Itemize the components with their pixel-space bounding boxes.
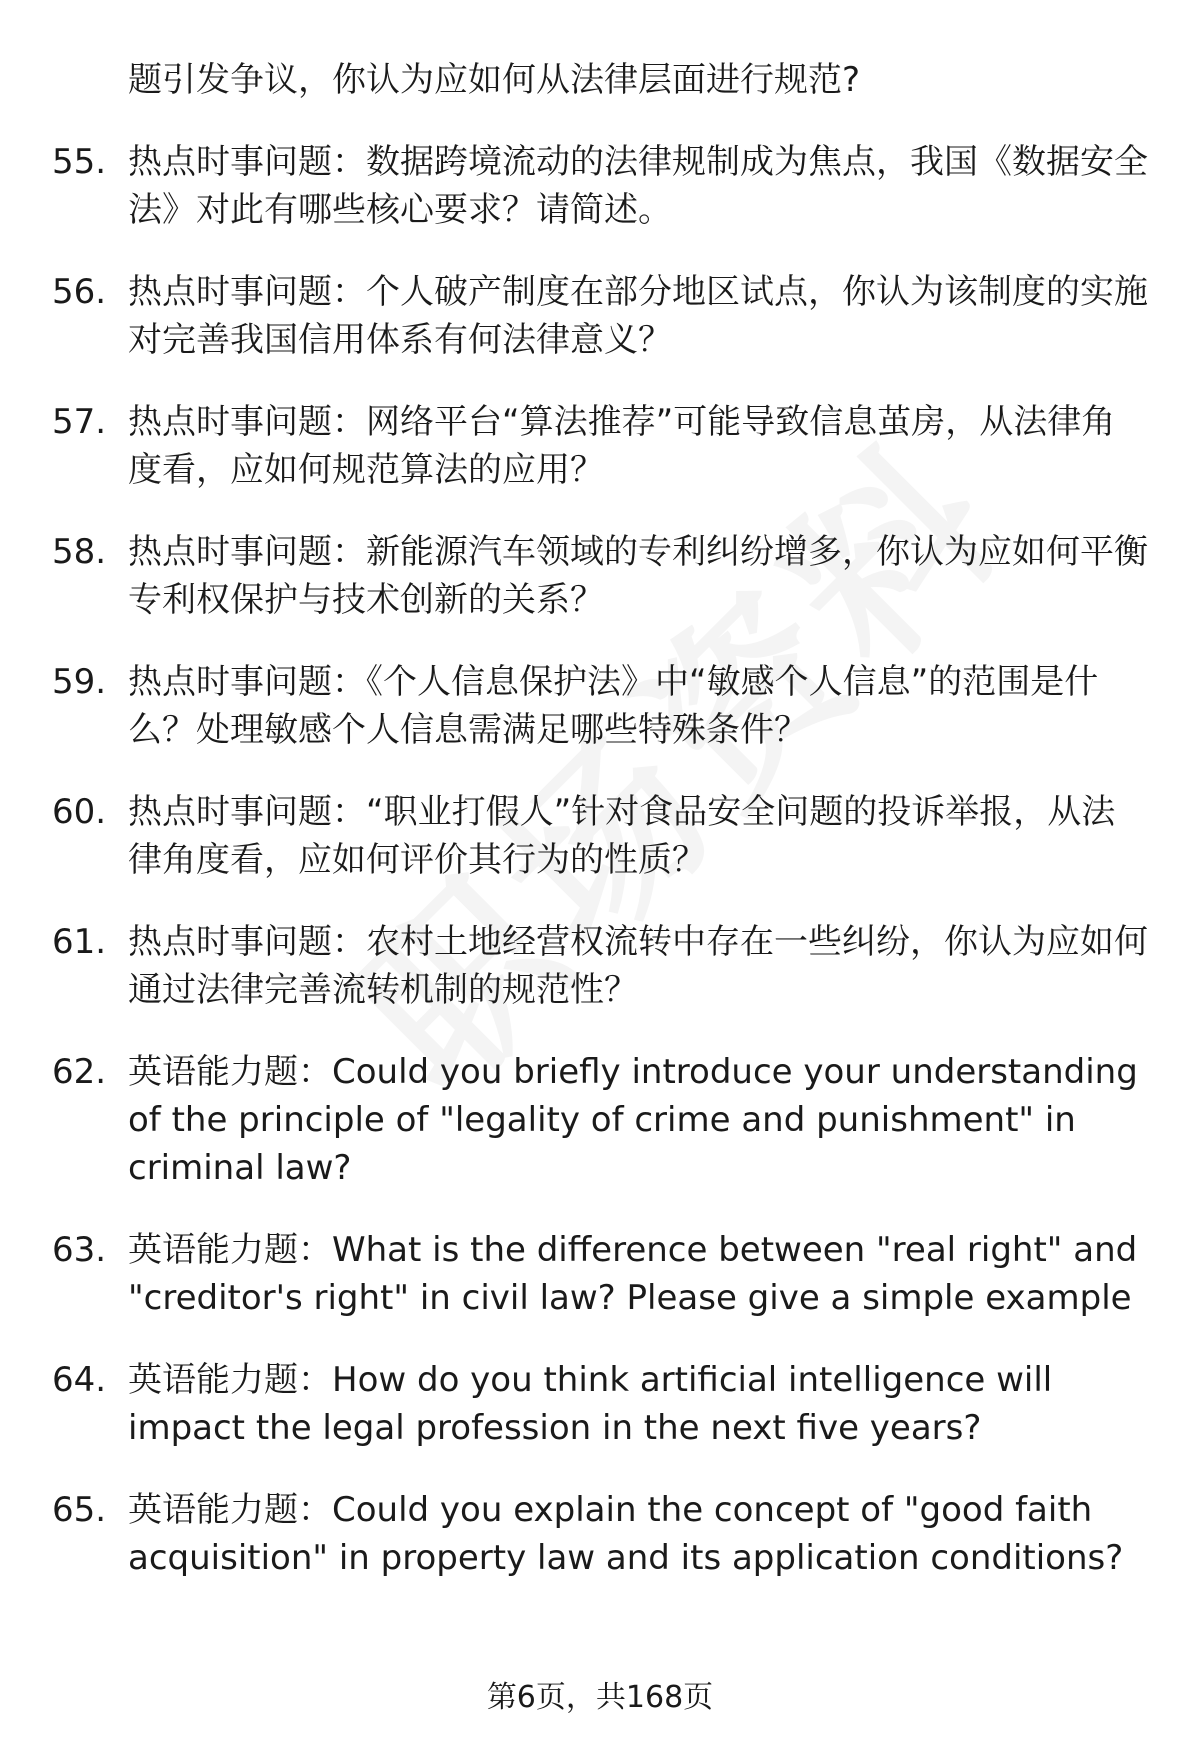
question-item-56: [0, 268, 1200, 364]
question-continuation: [0, 56, 1200, 104]
question-text: 热点时事问题：数据跨境流动的法律规制成为焦点，我国《数据安全法》对此有哪些核心要求？请简述。: [128, 142, 1148, 230]
question-number: 55.: [52, 142, 107, 182]
question-number: 64.: [52, 1360, 107, 1400]
question-text: 热点时事问题：农村土地经营权流转中存在一些纠纷，你认为应如何通过法律完善流转机制的规范性？: [128, 922, 1148, 1010]
question-item-58: [0, 528, 1200, 624]
question-item-65: [0, 1486, 1200, 1582]
page-number-footer: 第6页，共168页: [486, 1680, 714, 1715]
question-number: 63.: [52, 1230, 107, 1270]
question-number: 58.: [52, 532, 107, 572]
question-item-55: [0, 138, 1200, 234]
question-item-62: [0, 1048, 1200, 1192]
question-text: 热点时事问题：《个人信息保护法》中“敏感个人信息”的范围是什么？处理敏感个人信息需满足哪些特殊条件？: [128, 662, 1099, 750]
question-text: 热点时事问题：个人破产制度在部分地区试点，你认为该制度的实施对完善我国信用体系有何法律意义？: [128, 272, 1148, 360]
question-text: 英语能力题：Could you briefly introduce your understanding of the principle of "legality of crime and punishment" in criminal law?: [128, 1052, 1138, 1188]
question-item-57: [0, 398, 1200, 494]
question-item-59: [0, 658, 1200, 754]
question-text-continuation: 题引发争议，你认为应如何从法律层面进行规范?: [128, 60, 861, 100]
question-text: 热点时事问题：新能源汽车领域的专利纠纷增多，你认为应如何平衡专利权保护与技术创新的关系？: [128, 532, 1148, 620]
question-item-64: [0, 1356, 1200, 1452]
question-text: 英语能力题：Could you explain the concept of "good faith acquisition" in property law and its application conditions?: [128, 1490, 1124, 1578]
question-item-63: [0, 1226, 1200, 1322]
question-text: 热点时事问题：网络平台“算法推荐”可能导致信息茧房，从法律角度看，应如何规范算法的应用？: [128, 402, 1116, 490]
question-number-empty: [0, 56, 128, 104]
question-number: 62.: [52, 1052, 107, 1092]
question-number: 57.: [52, 402, 107, 442]
question-number: 61.: [52, 922, 107, 962]
question-text: 英语能力题：What is the difference between "real right" and "creditor's right" in civil law? Please give a simple example: [128, 1230, 1138, 1318]
question-text: 英语能力题：How do you think artificial intelligence will impact the legal profession in the next five years?: [128, 1360, 1053, 1448]
question-number: 59.: [52, 662, 107, 702]
question-number: 65.: [52, 1490, 107, 1530]
question-text: 热点时事问题：“职业打假人”针对食品安全问题的投诉举报，从法律角度看，应如何评价其行为的性质？: [128, 792, 1116, 880]
question-item-60: [0, 788, 1200, 884]
question-number: 56.: [52, 272, 107, 312]
question-list: [0, 56, 1200, 1616]
question-number: 60.: [52, 792, 107, 832]
question-item-61: [0, 918, 1200, 1014]
